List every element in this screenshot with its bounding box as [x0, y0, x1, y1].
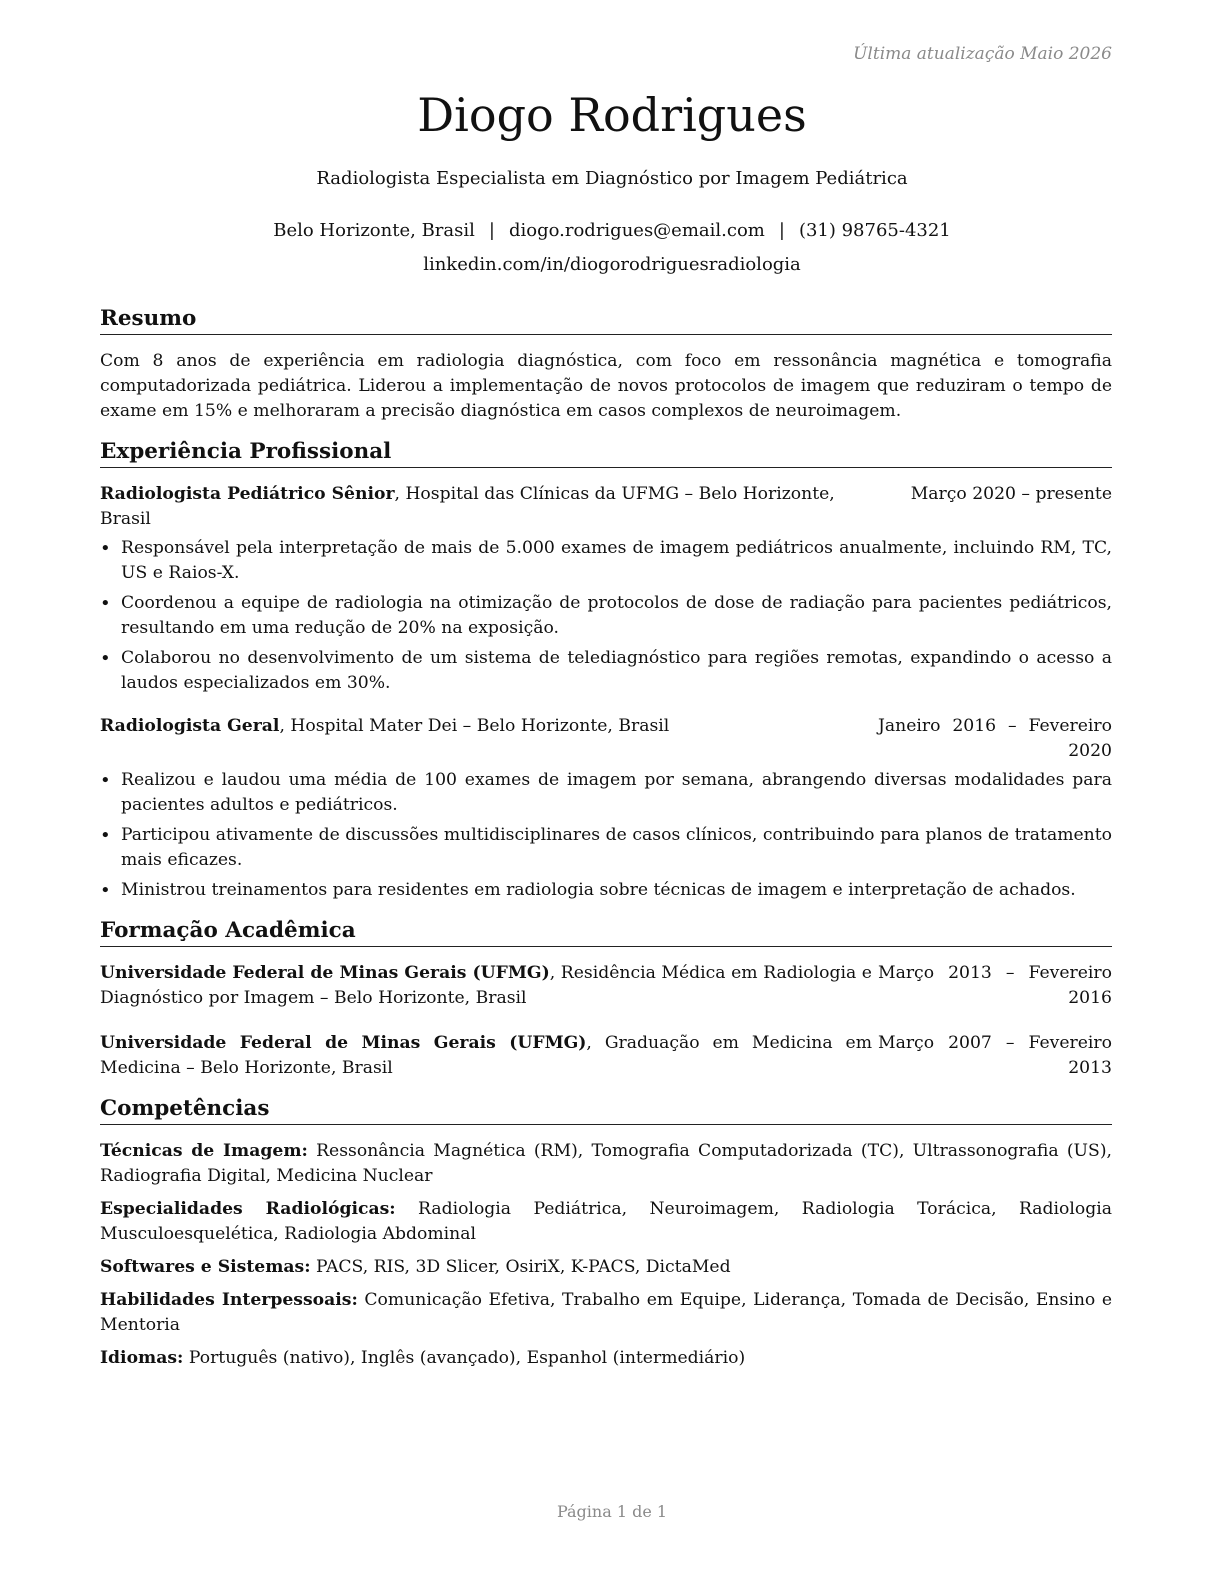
education-dates-line2: 2013	[1068, 1058, 1112, 1078]
education-dates	[878, 1031, 1112, 1081]
job-place: , Hospital Mater Dei – Belo Horizonte, Brasil	[279, 716, 670, 736]
phone: (31) 98765-4321	[798, 220, 951, 241]
list-item: • Realizou e laudou uma média de 100 exames de imagem por semana, abrangendo diversas modalidades para pacientes adultos e pediátricos.	[121, 768, 1112, 818]
skill-value: PACS, RIS, 3D Slicer, OsiriX, K-PACS, DictaMed	[310, 1257, 731, 1277]
person-name: Diogo Rodrigues	[417, 88, 807, 142]
job-dates-line1: Janeiro 2016 – Fevereiro	[878, 716, 1112, 736]
job-dates: Março 2020 – presente	[910, 484, 1112, 504]
location: Belo Horizonte, Brasil	[273, 220, 475, 241]
job-header	[100, 714, 1112, 764]
email-link[interactable]: diogo.rodrigues@email.com	[508, 220, 765, 241]
education-section	[100, 917, 1112, 1081]
section-title: Resumo	[100, 305, 1112, 335]
job-dates-line2: 2020	[1068, 741, 1112, 761]
skill-item	[100, 1197, 1112, 1247]
experience-section	[100, 438, 1112, 903]
contact-line	[0, 220, 1224, 241]
skill-label: Habilidades Interpessoais:	[100, 1290, 358, 1310]
resume-content	[100, 305, 1112, 1385]
last-updated: Última atualização Maio 2026	[853, 44, 1112, 64]
professional-title: Radiologista Especialista em Diagnóstico por Imagem Pediátrica	[316, 168, 908, 189]
page-number: Página 1 de 1	[556, 1502, 668, 1521]
degree: , Residência Médica em Radiologia e Diagnóstico por Imagem – Belo Horizonte, Brasil	[100, 963, 872, 1008]
separator: |	[488, 220, 495, 241]
education-dates-line2: 2016	[1068, 988, 1112, 1008]
job-role-place	[100, 714, 858, 739]
education-dates	[878, 961, 1112, 1011]
skill-label: Especialidades Radiológicas:	[100, 1199, 396, 1219]
job-role: Radiologista Geral	[100, 716, 280, 736]
list-item: • Responsável pela interpretação de mais de 5.000 exames de imagem pediátricos anualmente, incluindo RM, TC, US e Raios-X.	[121, 536, 1112, 586]
institution: Universidade Federal de Minas Gerais (UFMG)	[100, 1033, 587, 1053]
separator: |	[778, 220, 785, 241]
skill-item	[100, 1255, 1112, 1280]
skill-value: Radiologia Pediátrica, Neuroimagem, Radiologia Torácica, Radiologia Musculoesquelética, Radiologia Abdominal	[100, 1199, 1112, 1244]
job-bullets	[100, 768, 1112, 903]
summary-text: Com 8 anos de experiência em radiologia diagnóstica, com foco em ressonância magnética e tomografia computadorizada pediátrica. Liderou a implementação de novos protocolos de imagem que reduziram o tempo de exame em 15% e melhoraram a precisão diagnóstica em casos complexos de neuroimagem.	[100, 351, 1112, 421]
skill-label: Técnicas de Imagem:	[100, 1141, 308, 1161]
summary-section	[100, 305, 1112, 424]
skill-label: Idiomas:	[100, 1348, 184, 1368]
job-entry	[100, 714, 1112, 903]
linkedin-link[interactable]: linkedin.com/in/diogorodriguesradiologia	[423, 254, 801, 275]
skills-section	[100, 1095, 1112, 1371]
job-dates	[878, 714, 1112, 764]
job-header	[100, 482, 1112, 532]
skill-item	[100, 1346, 1112, 1371]
degree: , Graduação em Medicina em Medicina – Belo Horizonte, Brasil	[100, 1033, 872, 1078]
education-dates-line1: Março 2007 – Fevereiro	[878, 1033, 1112, 1053]
skill-item	[100, 1288, 1112, 1338]
skill-value: Ressonância Magnética (RM), Tomografia Computadorizada (TC), Ultrassonografia (US), Radiografia Digital, Medicina Nuclear	[100, 1141, 1112, 1186]
job-bullets	[100, 536, 1112, 696]
education-description	[100, 961, 872, 1011]
list-item: • Participou ativamente de discussões multidisciplinares de casos clínicos, contribuindo para planos de tratamento mais eficazes.	[121, 823, 1112, 873]
education-dates-line1: Março 2013 – Fevereiro	[878, 963, 1112, 983]
skill-value: Português (nativo), Inglês (avançado), Espanhol (intermediário)	[183, 1348, 746, 1368]
job-role-place	[100, 482, 891, 532]
list-item: • Coordenou a equipe de radiologia na otimização de protocolos de dose de radiação para pacientes pediátricos, resultando em uma redução de 20% na exposição.	[121, 591, 1112, 641]
education-entry	[100, 961, 1112, 1011]
skill-item	[100, 1139, 1112, 1189]
institution: Universidade Federal de Minas Gerais (UFMG)	[100, 963, 550, 983]
job-place: , Hospital das Clínicas da UFMG – Belo Horizonte, Brasil	[100, 484, 835, 529]
list-item: • Ministrou treinamentos para residentes em radiologia sobre técnicas de imagem e interpretação de achados.	[121, 878, 1112, 903]
skill-label: Softwares e Sistemas:	[100, 1257, 311, 1277]
education-entry	[100, 1031, 1112, 1081]
section-title: Experiência Profissional	[100, 438, 1112, 468]
skill-value: Comunicação Efetiva, Trabalho em Equipe, Liderança, Tomada de Decisão, Ensino e Mentoria	[100, 1290, 1113, 1335]
job-role: Radiologista Pediátrico Sênior	[100, 484, 395, 504]
job-entry	[100, 482, 1112, 696]
education-description	[100, 1031, 872, 1081]
list-item: • Colaborou no desenvolvimento de um sistema de telediagnóstico para regiões remotas, expandindo o acesso a laudos especializados em 30%.	[121, 646, 1112, 696]
section-title: Competências	[100, 1095, 1112, 1125]
section-title: Formação Acadêmica	[100, 917, 1112, 947]
